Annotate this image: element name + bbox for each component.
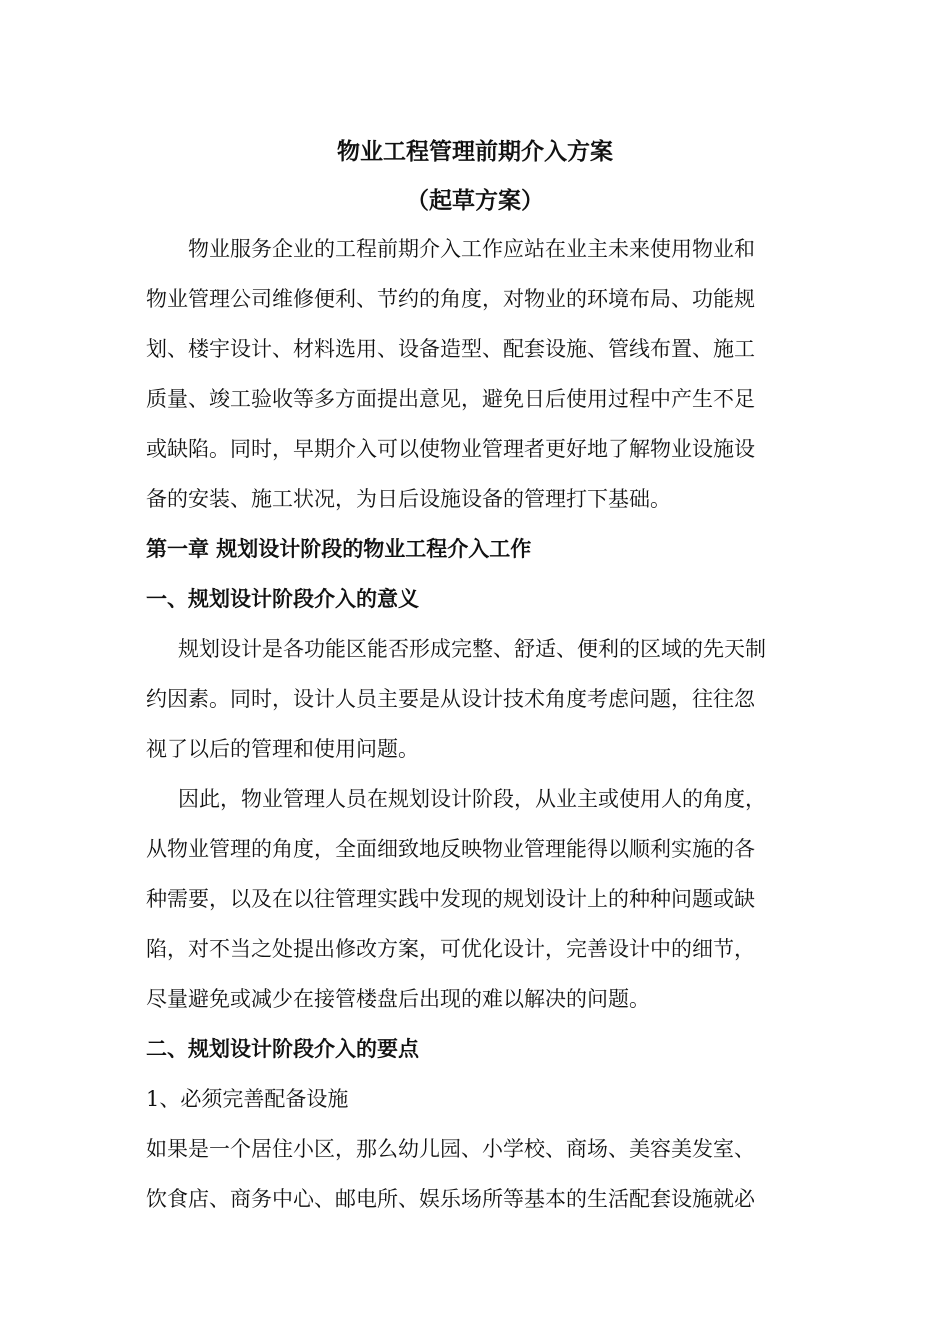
paragraph-line: 因此，物业管理人员在规划设计阶段，从业主或使用人的角度， (178, 787, 766, 811)
meaning-paragraph (146, 624, 811, 774)
paragraph-line: 从物业管理的角度，全面细致地反映物业管理能得以顺利实施的各 (146, 837, 755, 861)
paragraph-line: 备的安装、施工状况，为日后设施设备的管理打下基础。 (146, 487, 671, 511)
section-heading: 一、规划设计阶段介入的意义 (146, 586, 419, 611)
paragraph-line: 约因素。同时，设计人员主要是从设计技术角度考虑问题，往往忽 (146, 687, 755, 711)
key-points-section (146, 1024, 811, 1224)
document-subtitle: （起草方案） (406, 187, 544, 214)
paragraph-line: 划、楼宇设计、材料选用、设备造型、配套设施、管线布置、施工 (146, 337, 755, 361)
paragraph-line: 物业管理公司维修便利、节约的角度，对物业的环境布局、功能规 (146, 287, 755, 311)
paragraph-line: 尽量避免或减少在接管楼盘后出现的难以解决的问题。 (146, 987, 650, 1011)
document-title: 物业工程管理前期介入方案 (337, 138, 613, 165)
paragraph-line: 或缺陷。同时，早期介入可以使物业管理者更好地了解物业设施设 (146, 437, 755, 461)
paragraph-line: 质量、竣工验收等多方面提出意见，避免日后使用过程中产生不足 (146, 387, 755, 411)
therefore-paragraph (146, 774, 811, 1024)
chapter-section (146, 524, 811, 624)
intro-paragraph (146, 224, 811, 524)
list-item-heading: 1、必须完善配备设施 (146, 1087, 349, 1111)
section-heading: 二、规划设计阶段介入的要点 (146, 1036, 419, 1061)
chapter-heading: 第一章 规划设计阶段的物业工程介入工作 (146, 536, 532, 561)
paragraph-line: 视了以后的管理和使用问题。 (146, 737, 419, 761)
paragraph-line: 规划设计是各功能区能否形成完整、舒适、便利的区域的先天制 (178, 637, 766, 661)
paragraph-line: 物业服务企业的工程前期介入工作应站在业主未来使用物业和 (188, 237, 755, 261)
paragraph-line: 如果是一个居住小区，那么幼儿园、小学校、商场、美容美发室、 (146, 1137, 755, 1161)
paragraph-line: 陷，对不当之处提出修改方案，可优化设计，完善设计中的细节， (146, 937, 755, 961)
paragraph-line: 饮食店、商务中心、邮电所、娱乐场所等基本的生活配套设施就必 (146, 1187, 755, 1211)
paragraph-line: 种需要，以及在以往管理实践中发现的规划设计上的种种问题或缺 (146, 887, 755, 911)
